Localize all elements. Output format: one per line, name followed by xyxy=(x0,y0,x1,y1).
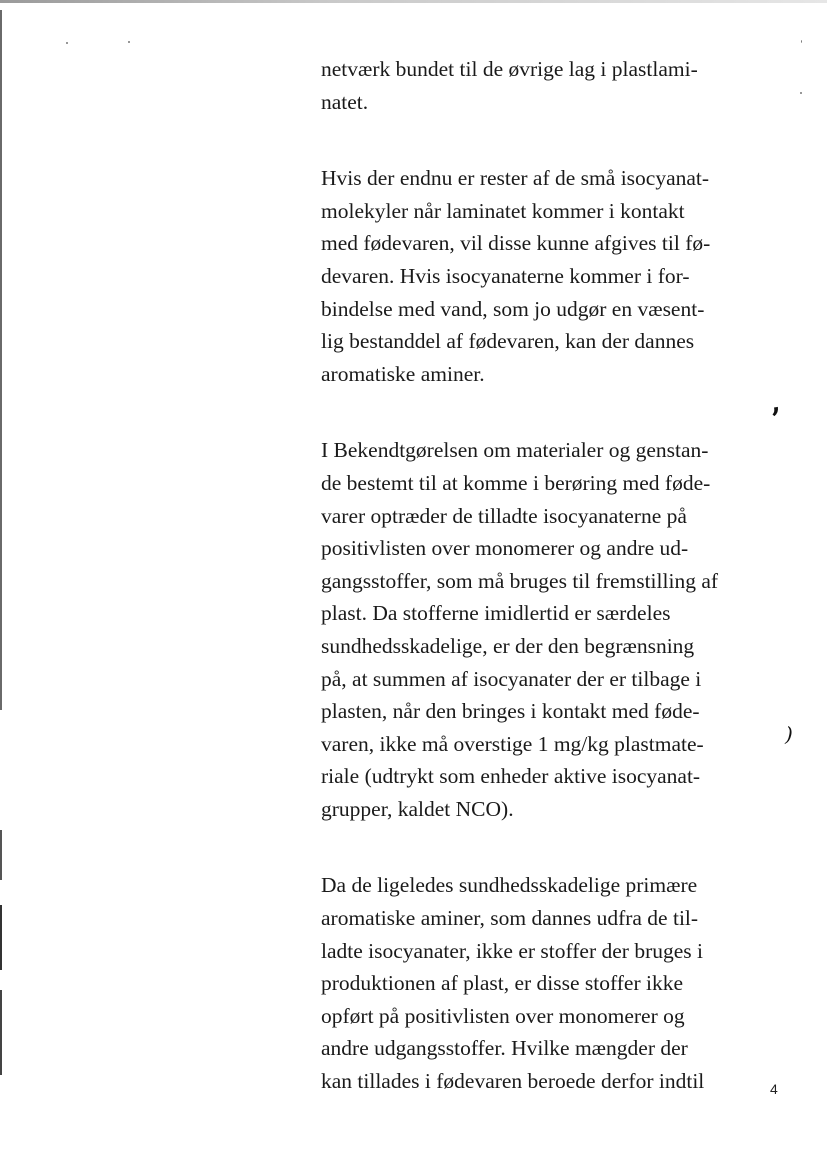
text-line: gangsstoffer, som må bruges til fremstilling af xyxy=(321,568,719,593)
text-line: plasten, når den bringes i kontakt med føde- xyxy=(321,699,700,724)
text-line: Hvis der endnu er rester af de små isocyanat- xyxy=(321,166,710,191)
page-number: 4 xyxy=(770,1081,778,1097)
text-line: varer optræder de tilladte isocyanaterne på xyxy=(321,503,687,528)
text-line: aromatiske aminer, som dannes udfra de til- xyxy=(321,906,699,931)
scan-edge-left xyxy=(0,905,2,970)
document-body xyxy=(321,53,791,1142)
text-line: devaren. Hvis isocyanaterne kommer i for- xyxy=(321,263,690,288)
paragraph xyxy=(321,53,791,118)
paragraph xyxy=(321,434,791,825)
text-line: lig bestanddel af fødevaren, kan der dannes xyxy=(321,329,695,354)
margin-bracket-mark: ) xyxy=(785,722,793,746)
scan-speck xyxy=(801,40,802,43)
scan-speck xyxy=(128,41,130,43)
text-line: opført på positivlisten over monomerer og xyxy=(321,1003,685,1028)
text-line: ladte isocyanater, ikke er stoffer der bruges i xyxy=(321,938,704,963)
scan-speck xyxy=(800,92,802,94)
text-line: plast. Da stofferne imidlertid er særdeles xyxy=(321,601,671,626)
text-line: på, at summen af isocyanater der er tilbage i xyxy=(321,666,702,691)
scan-edge-left xyxy=(0,830,2,880)
text-line: med fødevaren, vil disse kunne afgives til fø- xyxy=(321,231,711,256)
text-line: natet. xyxy=(321,89,369,114)
text-line: produktionen af plast, er disse stoffer ikke xyxy=(321,971,684,996)
text-line: aromatiske aminer. xyxy=(321,361,485,386)
text-line: de bestemt til at komme i berøring med føde- xyxy=(321,470,711,495)
text-line: varen, ikke må overstige 1 mg/kg plastmate- xyxy=(321,731,704,756)
scan-edge-left xyxy=(0,990,2,1075)
margin-bracket-mark: ’ xyxy=(769,401,786,438)
text-line: positivlisten over monomerer og andre ud- xyxy=(321,536,689,561)
text-line: Da de ligeledes sundhedsskadelige primære xyxy=(321,873,698,898)
text-line: I Bekendtgørelsen om materialer og genstan- xyxy=(321,438,709,463)
text-line: grupper, kaldet NCO). xyxy=(321,796,514,821)
scan-edge-top xyxy=(0,0,827,3)
scan-edge-left xyxy=(0,10,2,710)
text-line: riale (udtrykt som enheder aktive isocyanat- xyxy=(321,764,701,789)
text-line: molekyler når laminatet kommer i kontakt xyxy=(321,198,685,223)
scan-speck xyxy=(66,42,68,44)
text-line: netværk bundet til de øvrige lag i plastlami- xyxy=(321,57,698,81)
paragraph xyxy=(321,162,791,390)
text-line: sundhedsskadelige, er der den begrænsning xyxy=(321,633,695,658)
text-line: bindelse med vand, som jo udgør en væsent- xyxy=(321,296,705,321)
text-line: kan tillades i fødevaren beroede derfor indtil xyxy=(321,1069,705,1094)
paragraph xyxy=(321,869,791,1097)
text-line: andre udgangsstoffer. Hvilke mængder der xyxy=(321,1036,688,1061)
